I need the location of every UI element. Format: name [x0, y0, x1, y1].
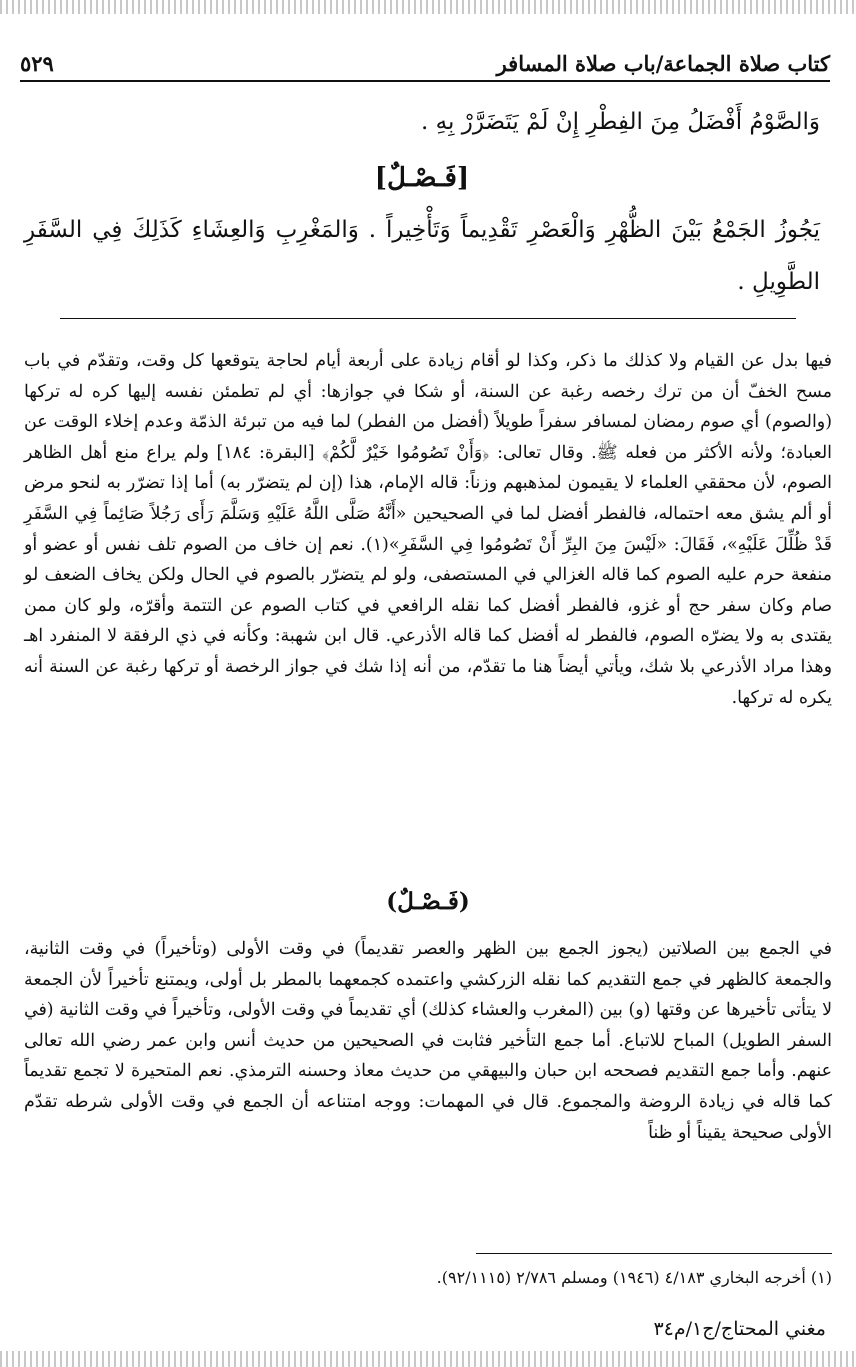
matn-divider — [60, 318, 796, 319]
section-heading-commentary: (فَـصْـلٌ) — [386, 888, 470, 915]
bottom-ornament-border — [0, 1351, 856, 1367]
matn-line-combining-prayers: يَجُوزُ الجَمْعُ بَيْنَ الظُّهْرِ وَالْعَصْرِ تَقْدِيماً وَتَأْخِيراً . وَالمَغْرِبِ وَالعِشَاءِ كَذَلِكَ فِي السَّفَرِ الطَّوِيلِ . — [24, 217, 820, 295]
page-header — [20, 44, 830, 82]
printer-signature: مغني المحتاج/ج١/م٣٤ — [653, 1318, 826, 1340]
matn-text-block — [24, 96, 820, 308]
commentary-paragraph: في الجمع بين الصلاتين (يجوز الجمع بين الظهر والعصر تقديماً) في وقت الأولى (وتأخيراً) في وقت الثانية، والجمعة كالظهر في جمع التقديم كما نقله الزركشي واعتمده كجمعهما بالمطر بل أولى، ويمتنع تأخيراً لأن الجمعة لا يتأتى تأخيرها عن وقتها (و) بين (المغرب والعشاء كذلك) أي تقديماً في وقت الأولى، وتأخيراً في وقت الثانية (في السفر الطويل) المباح للاتباع. أما جمع التأخير فثابت في الصحيحين من حديث أنس وابن عمر رضي الله تعالى عنهم. وأما جمع التقديم فصححه ابن حبان والبيهقي من حديث معاذ وحسنه الترمذي. نعم المتحيرة لا تجمع تقديماً كما قاله في زيادة الروضة والمجموع. قال في المهمات: ووجه امتناعه أن الجمع في وقت الأولى شرطه تقدّم الأولى صحيحة يقيناً أو ظناً — [24, 939, 832, 1143]
commentary-block-2 — [24, 934, 832, 1148]
page-number: ٥٢٩ — [20, 51, 54, 76]
commentary-paragraph: فيها بدل عن القيام ولا كذلك ما ذكر، وكذا لو أقام زيادة على أربعة أيام لحاجة يتوقعها كل وقت، وتقدّم في باب مسح الخفّ أن من ترك رخصه رغبة عن السنة، أو شكا في جوازها: أي لم تطمئن نفسه إليها كره له تركها (والصوم) أي صوم رمضان لمسافر سفراً طويلاً (أفضل من الفطر) لما فيه من تبرئة الذمّة وعدم إخلاء الوقت عن العبادة؛ ولأنه الأكثر من فعله ﷺ. وقال تعالى: ﴿وَأَنْ تَصُومُوا خَيْرٌ لَّكُمْ﴾ [البقرة: ١٨٤] ولم يراع منع أهل الظاهر الصوم، لأن محققي العلماء لا يقيمون لمذهبهم وزناً: قاله الإمام، هذا (إن لم يتضرّر به) أما إذا تضرّر به لنحو مرض أو ألم يشق معه احتماله، فالفطر أفضل لما في الصحيحين «أَنَّهُ صَلَّى اللَّهُ عَلَيْهِ وَسَلَّمَ رَأَى رَجُلاً صَائِماً فِي السَّفَرِ قَدْ ظُلِّلَ عَلَيْهِ»، فَقَالَ: «لَيْسَ مِنَ البِرِّ أَنْ تَصُومُوا فِي السَّفَرِ»(١). نعم إن خاف من الصوم تلف نفس أو عضو أو منفعة حرم عليه الصوم كما قاله الغزالي في المستصفى، ولو لم يتضرّر بالصوم في الحال ولكن يخاف الضعف لو صام وكان سفر حج أو غزو، فالفطر أفضل كما نقله الرافعي في كتاب الصوم عن التتمة وأقرّه، ولو كان ممن يقتدى به ولا يضرّه الصوم، فالفطر له أفضل كما قاله الأذرعي. قال ابن شهبة: وكأنه في ذي الرفقة لا المنفرد اهـ وهذا مراد الأذرعي بلا شك، ويأتي أيضاً هنا ما تقدّم، من أنه إذا شك في جواز الرخصة أو تركها رغبة عن السنة أنه يكره له تركها. — [24, 351, 832, 708]
section-heading: [فَـصْـلٌ] — [374, 163, 470, 193]
matn-line-fasting: وَالصَّوْمُ أَفْضَلُ مِنَ الفِطْرِ إِنْ لَمْ يَتَضَرَّرْ بِهِ . — [421, 109, 820, 135]
footnote: (١) أخرجه البخاري ٤/١٨٣ (١٩٤٦) ومسلم ٢/٧٨٦ (٩٢/١١١٥). — [436, 1268, 832, 1287]
top-ornament-border — [0, 0, 856, 14]
footnote-divider — [476, 1253, 832, 1254]
running-title: كتاب صلاة الجماعة/باب صلاة المسافر — [496, 51, 830, 76]
commentary-block-1 — [24, 346, 832, 713]
